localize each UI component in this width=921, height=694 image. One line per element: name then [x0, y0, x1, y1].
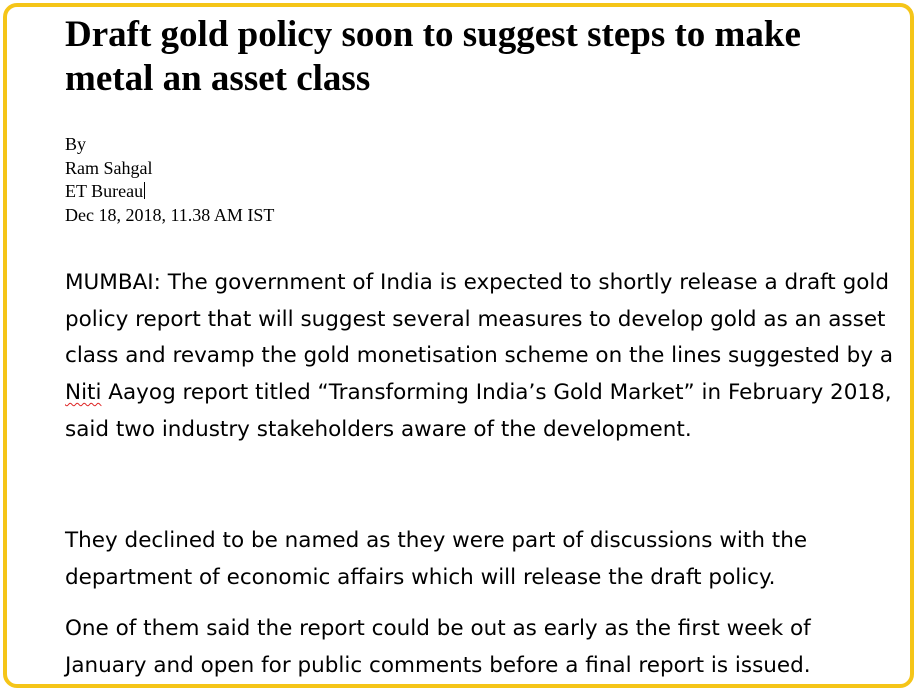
byline-by: By: [65, 134, 87, 154]
byline-date: Dec 18, 2018, 11.38 AM IST: [65, 204, 275, 225]
text-cursor: [144, 182, 145, 199]
byline-author: Ram Sahgal: [65, 157, 153, 178]
byline-outlet: ET Bureau: [65, 181, 144, 201]
paragraph-1-text-start: MUMBAI: The government of India is expected to shortly release a draft gold policy report that will suggest several measures to develop gold as an asset class and revamp the gold monetisation scheme on the lines suggested by a: [65, 270, 894, 369]
document-frame: [3, 3, 914, 688]
article-headline: Draft gold policy soon to suggest steps to make metal an asset class: [65, 14, 801, 99]
article-paragraph-2: They declined to be named as they were part of discussions with the department of economic affairs which will release the draft policy.: [65, 528, 808, 590]
spellcheck-flagged-word[interactable]: Niti: [65, 380, 102, 406]
byline-outlet-line: [65, 180, 274, 204]
article-paragraph-1: [65, 265, 895, 449]
article-paragraph-3: One of them said the report could be out as early as the first week of January and open for public comments before a final report is issued.: [65, 616, 811, 678]
paragraph-1-text-end: Aayog report titled “Transforming India’s Gold Market” in February 2018, said two industry stakeholders aware of the development.: [65, 380, 892, 442]
byline: [65, 133, 274, 227]
